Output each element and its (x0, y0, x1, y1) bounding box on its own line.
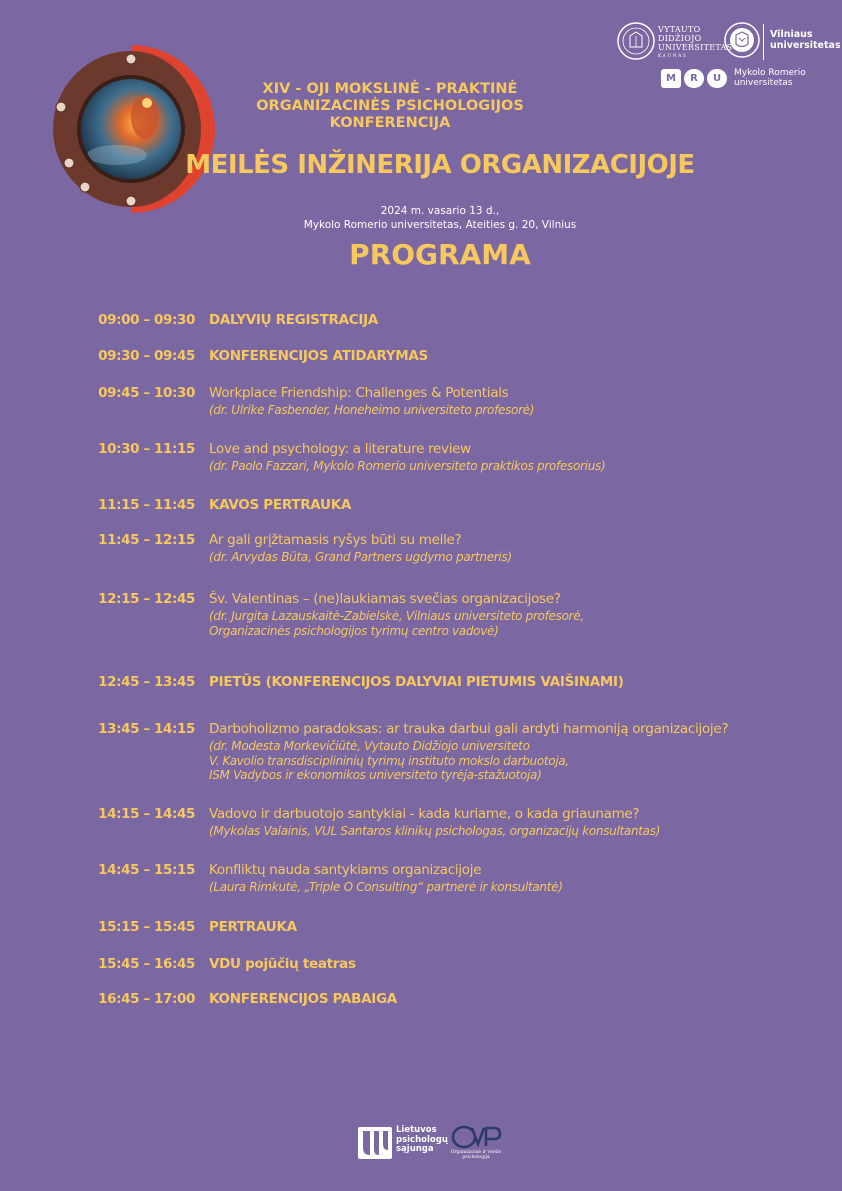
schedule-title: Love and psychology: a literature review (209, 441, 471, 457)
schedule-time: 14:45 – 15:15 (98, 862, 195, 878)
schedule-title: KONFERENCIJOS PABAIGA (209, 991, 397, 1007)
page-title: MEILĖS INŽINERIJA ORGANIZACIJOJE (185, 150, 695, 180)
schedule-time: 14:15 – 14:45 (98, 806, 195, 822)
mru-letter-u: U (707, 69, 727, 88)
schedule-title: Darboholizmo paradoksas: ar trauka darbui gali ardyti harmoniją organizacijoje? (209, 721, 729, 737)
schedule-speaker: (dr. Arvydas Būta, Grand Partners ugdymo partneris) (209, 550, 512, 564)
schedule-title: Šv. Valentinas – (ne)laukiamas svečias organizacijose? (209, 591, 561, 607)
vu-seal-icon (724, 22, 760, 58)
schedule-time: 11:45 – 12:15 (98, 532, 195, 548)
lps-logo-icon (357, 1126, 393, 1160)
schedule-time: 12:15 – 12:45 (98, 591, 195, 607)
ovp-logo-icon (448, 1124, 504, 1150)
schedule-speaker: (dr. Jurgita Lazauskaitė-Zabielskė, Vilniaus universiteto profesorė, Organizacinės psichologijos tyrimų centro vadovė) (209, 609, 584, 638)
schedule-speaker: (Laura Rimkutė, „Triple O Consulting“ partnerė ir konsultantė) (209, 880, 563, 894)
schedule-title: VDU pojūčių teatras (209, 956, 356, 972)
lps-logo-text: Lietuvos psichologų sąjunga (396, 1125, 448, 1154)
mru-letter-r: R (684, 69, 704, 88)
ovp-logo-text: Organizacinė ir verslo psichologija (450, 1150, 502, 1160)
schedule-title: Vadovo ir darbuotojo santykiai - kada kuriame, o kada griauname? (209, 806, 640, 822)
schedule-title: KONFERENCIJOS ATIDARYMAS (209, 348, 428, 364)
schedule-time: 10:30 – 11:15 (98, 441, 195, 457)
schedule-title: Workplace Friendship: Challenges & Potentials (209, 385, 509, 401)
schedule-title: Konfliktų nauda santykiams organizacijoje (209, 862, 482, 878)
schedule-speaker: (dr. Paolo Fazzari, Mykolo Romerio universiteto praktikos profesorius) (209, 459, 606, 473)
schedule-speaker: (dr. Ulrike Fasbender, Honeheimo universiteto profesorė) (209, 403, 535, 417)
conference-heading: XIV - OJI MOKSLINĖ - PRAKTINĖ ORGANIZACINĖS PSICHOLOGIJOS KONFERENCIJA (256, 81, 524, 131)
conference-emblem (47, 45, 215, 213)
schedule-time: 13:45 – 14:15 (98, 721, 195, 737)
event-date-venue: 2024 m. vasario 13 d., Mykolo Romerio universitetas, Ateities g. 20, Vilnius (303, 205, 577, 231)
schedule-time: 15:15 – 15:45 (98, 919, 195, 935)
schedule-title: PIETŪS (KONFERENCIJOS DALYVIAI PIETUMIS VAIŠINAMI) (209, 674, 624, 690)
mru-logo-text: Mykolo Romerio universitetas (734, 68, 806, 88)
schedule-time: 11:15 – 11:45 (98, 497, 195, 513)
vu-logo-text: Vilniaus universitetas (770, 29, 841, 51)
schedule-title: KAVOS PERTRAUKA (209, 497, 352, 513)
mru-letter-m: M (661, 69, 681, 88)
schedule-title: DALYVIŲ REGISTRACIJA (209, 312, 378, 328)
schedule-time: 09:30 – 09:45 (98, 348, 195, 364)
schedule-title: Ar gali grįžtamasis ryšys būti su meile? (209, 532, 462, 548)
schedule-time: 15:45 – 16:45 (98, 956, 195, 972)
mru-logo (661, 69, 727, 88)
schedule-time: 09:45 – 10:30 (98, 385, 195, 401)
vdu-logo-text: VYTAUTO DIDŽIOJO UNIVERSITETAS KAUNAS (658, 25, 733, 59)
logo-divider (763, 24, 764, 60)
schedule-title: PERTRAUKA (209, 919, 297, 935)
schedule-speaker: (Mykolas Valainis, VUL Santaros klinikų psichologas, organizacijų konsultantas) (209, 824, 661, 838)
schedule-speaker: (dr. Modesta Morkevičiūtė, Vytauto Didžiojo universiteto V. Kavolio transdisciplininių tyrimų instituto mokslo darbuotoja, ISM Vadybos ir ekonomikos universiteto tyrėja-stažuotoja) (209, 739, 569, 782)
vdu-seal-icon (617, 22, 655, 60)
program-heading: PROGRAMA (349, 238, 531, 271)
schedule-time: 09:00 – 09:30 (98, 312, 195, 328)
schedule-time: 12:45 – 13:45 (98, 674, 195, 690)
schedule-time: 16:45 – 17:00 (98, 991, 195, 1007)
